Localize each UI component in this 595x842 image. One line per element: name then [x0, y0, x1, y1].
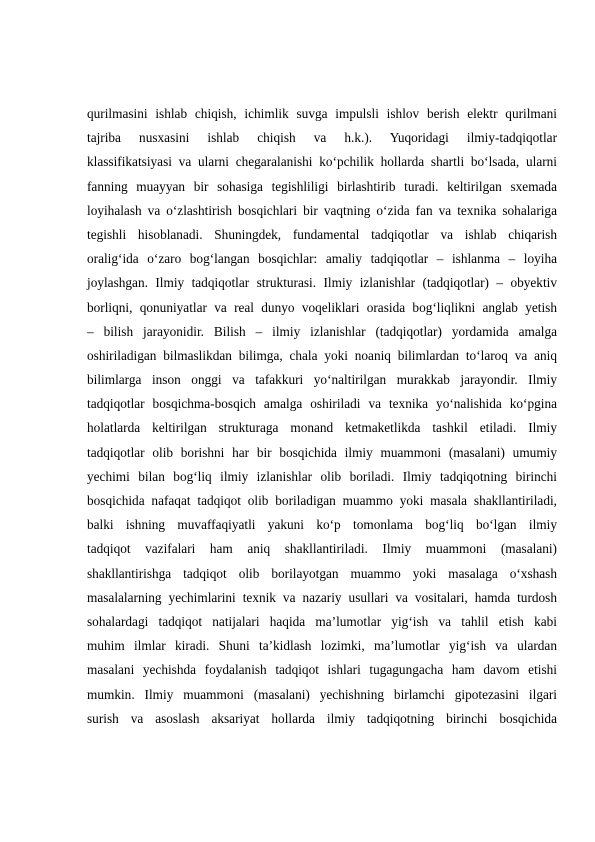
- text-line: tadqiqot vazifalari ham aniq shakllantiriladi. Ilmiy muammoni (masalani): [87, 541, 557, 557]
- text-line: klassifikatsiyasi va ularni chegaralanishi ko‘pchilik hollarda shartli bo‘lsada, ularni: [87, 154, 557, 170]
- text-line: joylashgan. Ilmiy tadqiqotlar strukturasi. Ilmiy izlanishlar (tadqiqotlar) – obyektiv: [87, 275, 557, 291]
- text-line: bosqichida nafaqat tadqiqot olib boriladigan muammo yoki masala shakllantiriladi,: [87, 493, 557, 508]
- text-line: masalani yechishda foydalanish tadqiqot ishlari tugagungacha ham davom etishi: [87, 662, 557, 678]
- text-line: surish va asoslash aksariyat hollarda ilmiy tadqiqotning birinchi bosqichida: [87, 710, 557, 726]
- text-line: tadqiqotlar bosqichma-bosqich amalga oshiriladi va texnika yo‘nalishida ko‘pgina: [87, 396, 557, 412]
- text-line: oralig‘ida o‘zaro bog‘langan bosqichlar: amaliy tadqiqotlar – ishlanma – loyiha: [87, 251, 557, 267]
- text-line: fanning muayyan bir sohasiga tegishliligi birlashtirib turadi. keltirilgan sxemada: [87, 178, 557, 194]
- text-line: oshiriladigan bilmaslikdan bilimga, chala yoki noaniq bilimlardan to‘laroq va aniq: [87, 347, 557, 363]
- text-line: masalalarning yechimlarini texnik va nazariy usullari va vositalari, hamda turdosh: [87, 589, 557, 605]
- text-line: – bilish jarayonidir. Bilish – ilmiy izlanishlar (tadqiqotlar) yordamida amalga: [87, 323, 557, 339]
- text-line: tajriba nusxasini ishlab chiqish va h.k.). Yuqoridagi ilmiy-tadqiqotlar: [87, 130, 557, 146]
- text-line: balki ishning muvaffaqiyatli yakuni ko‘p tomonlama bog‘liq bo‘lgan ilmiy: [87, 517, 557, 533]
- body-text: [87, 102, 557, 731]
- text-line: muhim ilmlar kiradi. Shuni ta’kidlash lozimki, ma’lumotlar yig‘ish va ulardan: [87, 638, 557, 654]
- text-line: mumkin. Ilmiy muammoni (masalani) yechishning birlamchi gipotezasini ilgari: [87, 686, 557, 702]
- text-line: bilimlarga inson onggi va tafakkuri yo‘naltirilgan murakkab jarayondir. Ilmiy: [87, 372, 557, 388]
- text-line: shakllantirishga tadqiqot olib borilayotgan muammo yoki masalaga o‘xshash: [87, 565, 557, 581]
- text-line: tadqiqotlar olib borishni har bir bosqichida ilmiy muammoni (masalani) umumiy: [87, 444, 557, 460]
- text-line: holatlarda keltirilgan strukturaga monand ketmaketlikda tashkil etiladi. Ilmiy: [87, 420, 557, 436]
- text-line: yechimi bilan bog‘liq ilmiy izlanishlar olib boriladi. Ilmiy tadqiqotning birinchi: [87, 468, 557, 484]
- text-line: tegishli hisoblanadi. Shuningdek, fundamental tadqiqotlar va ishlab chiqarish: [87, 226, 557, 242]
- text-line: loyihalash va o‘zlashtirish bosqichlari bir vaqtning o‘zida fan va texnika sohalariga: [87, 202, 557, 218]
- text-line: borliqni, qonuniyatlar va real dunyo voqeliklari orasida bog‘liqlikni anglab yetish: [87, 299, 557, 315]
- text-line: qurilmasini ishlab chiqish, ichimlik suvga impulsli ishlov berish elektr qurilmani: [87, 106, 557, 121]
- text-line: sohalardagi tadqiqot natijalari haqida ma’lumotlar yig‘ish va tahlil etish kabi: [87, 613, 557, 629]
